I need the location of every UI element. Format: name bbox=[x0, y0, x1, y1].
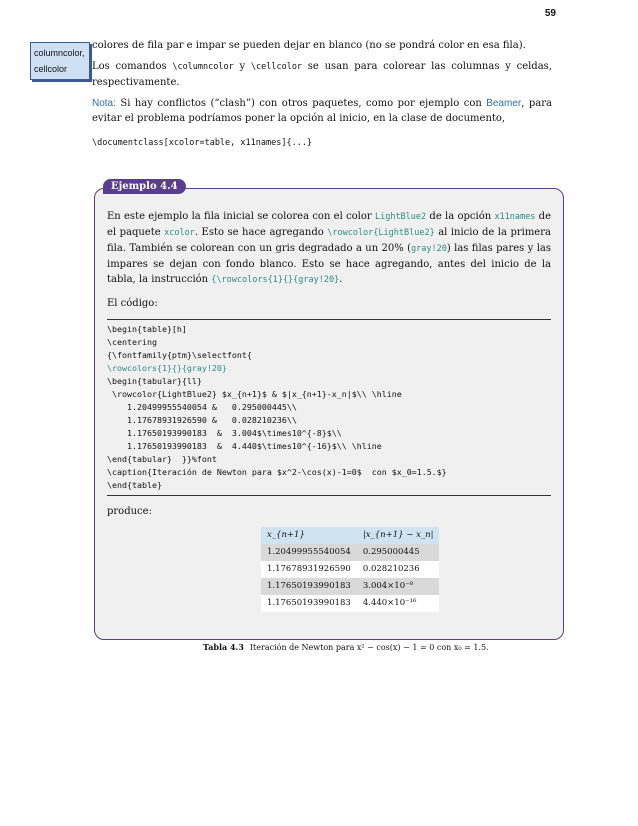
ex-t7: . bbox=[339, 274, 343, 285]
table-cell: 1.17650193990183 bbox=[267, 598, 351, 608]
p2-text-a: Los comandos bbox=[92, 61, 173, 72]
ex-t4: . Esto se hace agregando bbox=[194, 227, 328, 238]
code-line: 1.20499955540054 & 0.295000445\\ bbox=[107, 402, 297, 412]
margin-note-line1: columncolor, bbox=[34, 48, 85, 58]
intro-paragraph-2 bbox=[92, 59, 552, 90]
codigo-label: El código: bbox=[107, 298, 158, 309]
table-cell: 3.004×10⁻⁸ bbox=[362, 581, 413, 591]
code-line: \end{table} bbox=[107, 480, 162, 490]
margin-note-line2: cellcolor bbox=[34, 64, 68, 74]
caption-label: Tabla 4.3 bbox=[203, 642, 244, 652]
example-body bbox=[107, 209, 551, 655]
beamer-label: Beamer bbox=[486, 98, 522, 109]
ex-t6: ) las filas pares y las impares se dejan con fondo blanco. Esto se hace agregando, antes del inicio de la tabla, la instrucción bbox=[107, 243, 551, 285]
code-line: {\fontfamily{ptm}\selectfont{ bbox=[107, 350, 252, 360]
note-paragraph bbox=[92, 96, 552, 126]
documentclass-line: \documentclass[xcolor=table, x11names]{...} bbox=[92, 138, 313, 148]
table-header-cell: |x_{n+1} − x_n| bbox=[362, 530, 434, 540]
table-header-cell: x_{n+1} bbox=[267, 530, 305, 540]
code-line: \caption{Iteración de Newton para $x^2-\cos(x)-1=0$ con $x_0=1.5.$} bbox=[107, 467, 447, 477]
ex-c1: LightBlue2 bbox=[374, 212, 427, 222]
code-line: \begin{table}[h] bbox=[107, 324, 187, 334]
table-cell: 0.295000445 bbox=[362, 547, 420, 557]
table-row bbox=[261, 578, 439, 595]
table-cell: 0.028210236 bbox=[362, 564, 420, 574]
table-cell: 1.20499955540054 bbox=[267, 547, 351, 557]
code-line: \begin{tabular}{ll} bbox=[107, 376, 202, 386]
ex-c6: {\rowcolors{1}{}{gray!20} bbox=[211, 275, 340, 285]
code-line: 1.17678931926590 & 0.028210236\\ bbox=[107, 415, 297, 425]
ex-t5: al inicio de la primera fila. También se colorean con un gris degradado a un 20% ( bbox=[107, 227, 551, 254]
page-number: 59 bbox=[544, 8, 556, 19]
ex-c2: x11names bbox=[494, 212, 536, 222]
ex-t1: En este ejemplo la fila inicial se colorea con el color bbox=[107, 211, 375, 222]
note-text-a: Si hay conflictos (“clash”) con otros paquetes, como por ejemplo con bbox=[115, 98, 487, 109]
result-table bbox=[261, 527, 439, 612]
intro-paragraph-1: colores de fila par e impar se pueden dejar en blanco (no se pondrá color en esa fila). bbox=[92, 40, 526, 51]
ex-t2: de la opción bbox=[426, 211, 495, 222]
table-row bbox=[261, 544, 439, 561]
table-cell: 1.17650193990183 bbox=[267, 581, 351, 591]
example-description bbox=[107, 209, 551, 288]
ex-c4: \rowcolor{LightBlue2} bbox=[327, 228, 435, 238]
code-line: \end{tabular} }}%font bbox=[107, 454, 217, 464]
table-row bbox=[261, 561, 439, 578]
p2-text-b: y bbox=[233, 61, 251, 72]
margin-note bbox=[30, 42, 90, 80]
example-box bbox=[94, 181, 564, 652]
code-line: \rowcolor{LightBlue2} $x_{n+1}$ & $|x_{n+1}-x_n|$\\ \hline bbox=[107, 389, 402, 399]
cellcolor-cmd: \cellcolor bbox=[250, 62, 303, 72]
note-text-b: , para evitar el problema podríamos poner la opción al inicio, en la clase de documento, bbox=[92, 98, 552, 124]
table-header-row bbox=[261, 527, 439, 544]
produce-label: produce: bbox=[107, 506, 152, 517]
intro-text bbox=[92, 38, 552, 151]
code-line: \rowcolors{1}{}{gray!20} bbox=[107, 363, 227, 373]
columncolor-cmd: \columncolor bbox=[172, 62, 234, 72]
table-caption bbox=[203, 640, 551, 655]
example-title: Ejemplo 4.4 bbox=[103, 179, 186, 194]
note-label: Nota: bbox=[92, 98, 116, 109]
table-cell: 4.440×10⁻¹⁶ bbox=[362, 598, 417, 608]
table-cell: 1.17678931926590 bbox=[267, 564, 351, 574]
code-line: 1.17650193990183 & 4.440$\times10^{-16}$\\ \hline bbox=[107, 441, 382, 451]
p2-text-c: se usan para colorear las columnas y celdas, respectivamente. bbox=[92, 61, 552, 88]
code-block bbox=[107, 319, 551, 496]
table-row bbox=[261, 595, 439, 612]
ex-t3: de el paquete bbox=[107, 211, 551, 238]
caption-text: Iteración de Newton para x² − cos(x) − 1 = 0 con x₀ = 1.5. bbox=[249, 643, 489, 652]
ex-c3: xcolor bbox=[164, 228, 195, 238]
code-line: 1.17650193990183 & 3.004$\times10^{-8}$\\ bbox=[107, 428, 342, 438]
code-line: \centering bbox=[107, 337, 157, 347]
ex-c5: gray!20 bbox=[411, 244, 447, 254]
